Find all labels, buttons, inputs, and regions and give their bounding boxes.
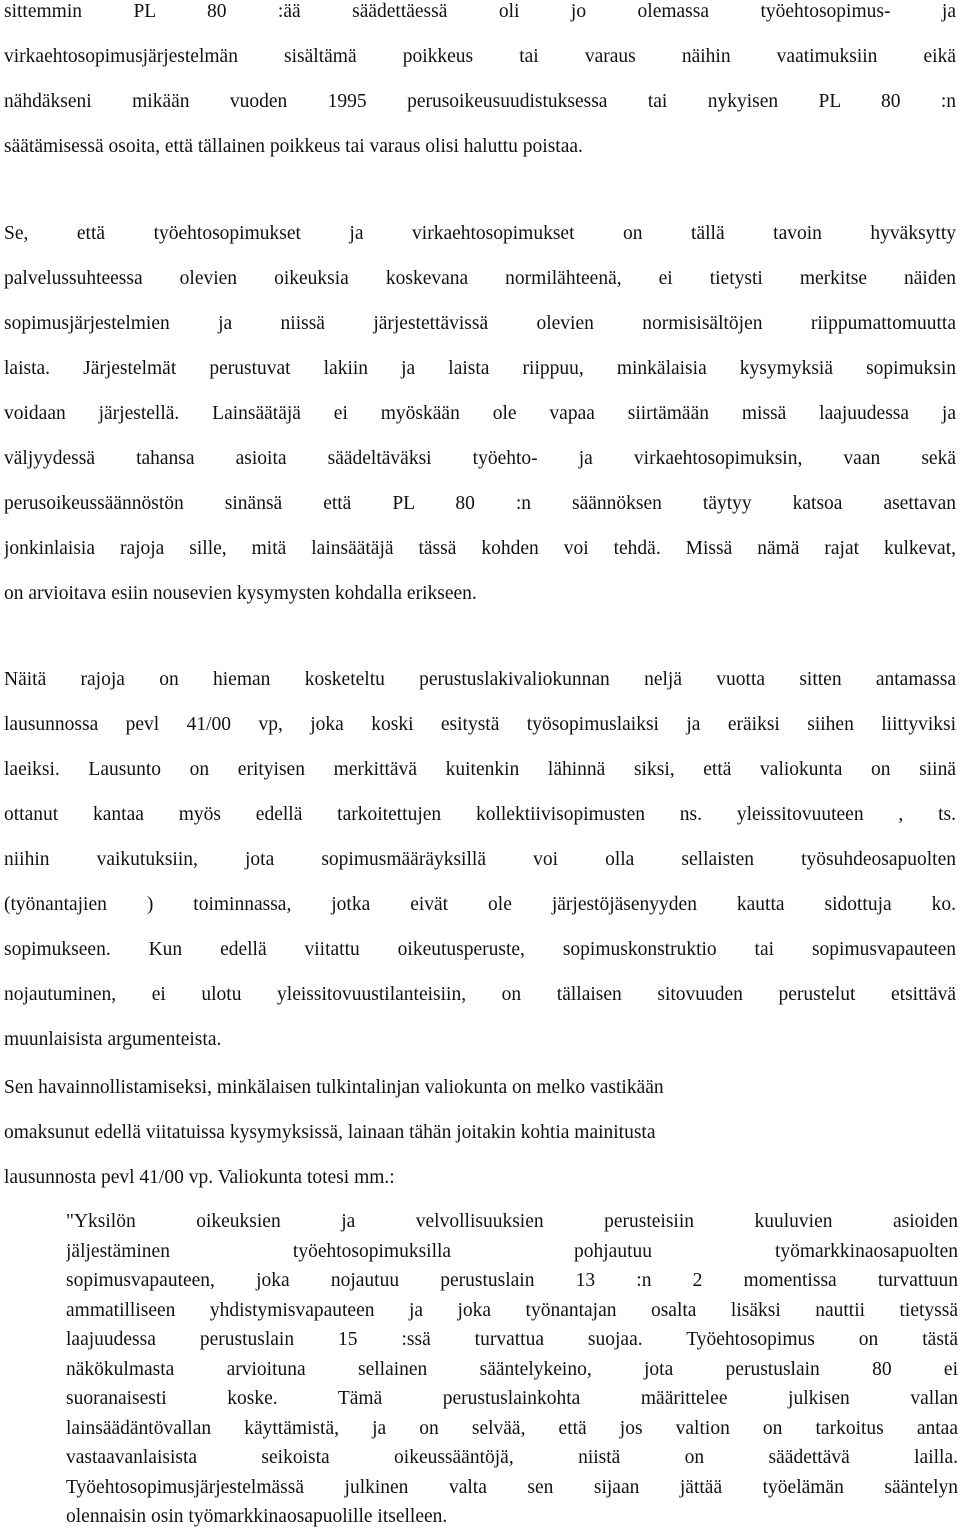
paragraph-1 — [4, 0, 956, 169]
text-line: ottanut kantaa myös edellä tarkoitettujen kollektiivisopimusten ns. yleissitovuuteen , ts. — [4, 804, 956, 825]
text-line: väljyydessä tahansa asioita säädeltäväksi työehto- ja virkaehtosopimuksin, vaan sekä — [4, 448, 956, 469]
quote-line: näkökulmasta arvioituna sellainen sääntelykeino, jota perustuslain 80 ei — [66, 1358, 958, 1380]
text-line: omaksunut edellä viitatuissa kysymyksissä, lainaan tähän joitakin kohtia mainitusta — [4, 1122, 656, 1143]
quote-line: Työehtosopimusjärjestelmässä julkinen valta sen sijaan jättää työelämän sääntelyn — [66, 1476, 958, 1498]
text-line: (työnantajien ) toiminnassa, jotka eivät ole järjestöjäsenyyden kautta sidottuja ko. — [4, 894, 956, 915]
quote-line: suoranaisesti koske. Tämä perustuslainkohta määrittelee julkisen vallan — [66, 1388, 958, 1409]
block-quote — [66, 1207, 958, 1532]
text-line: sittemmin PL 80 :ää säädettäessä oli jo olemassa työehtosopimus- ja — [4, 1, 956, 22]
text-line: palvelussuhteessa olevien oikeuksia koskevana normilähteenä, ei tietysti merkitse näiden — [4, 268, 956, 289]
text-line: säätämisessä osoita, että tällainen poikkeus tai varaus olisi haluttu poistaa. — [4, 136, 583, 157]
quote-line: ammatilliseen yhdistymisvapauteen ja joka työnantajan osalta lisäksi nauttii tietyssä — [66, 1299, 958, 1321]
text-line: jonkinlaisia rajoja sille, mitä lainsäätäjä tässä kohden voi tehdä. Missä nämä rajat kulkevat, — [4, 538, 956, 559]
text-line: lausunnosta pevl 41/00 vp. Valiokunta totesi mm.: — [4, 1167, 395, 1188]
text-line: on arvioitava esiin nousevien kysymysten kohdalla erikseen. — [4, 583, 477, 604]
text-line: virkaehtosopimusjärjestelmän sisältämä poikkeus tai varaus näihin vaatimuksiin eikä — [4, 46, 956, 67]
text-line: voidaan järjestellä. Lainsäätäjä ei myöskään ole vapaa siirtämään missä laajuudessa ja — [4, 403, 956, 424]
text-line: Se, että työehtosopimukset ja virkaehtosopimukset on tällä tavoin hyväksytty — [4, 223, 956, 244]
text-line: nähdäkseni mikään vuoden 1995 perusoikeusuudistuksessa tai nykyisen PL 80 :n — [4, 91, 956, 112]
text-line: muunlaisista argumenteista. — [4, 1029, 222, 1050]
text-line: laeiksi. Lausunto on erityisen merkittävä kuitenkin lähinnä siksi, että valiokunta on siinä — [4, 759, 956, 780]
quote-line: laajuudessa perustuslain 15 :ssä turvattua suojaa. Työehtosopimus on tästä — [66, 1329, 958, 1350]
paragraph-3 — [4, 657, 956, 1062]
text-line: sopimukseen. Kun edellä viitattu oikeutusperuste, sopimuskonstruktio tai sopimusvapauteen — [4, 939, 956, 960]
paragraph-4 — [4, 1065, 956, 1200]
text-line: nojautuminen, ei ulotu yleissitovuustilanteisiin, on tällaisen sitovuuden perustelut etsittävä — [4, 984, 956, 1005]
quote-line: sopimusvapauteen, joka nojautuu perustuslain 13 :n 2 momentissa turvattuun — [66, 1270, 958, 1291]
text-line: perusoikeussäännöstön sinänsä että PL 80 :n säännöksen täytyy katsoa asettavan — [4, 493, 956, 514]
quote-line: olennaisin osin työmarkkinaosapuolille itselleen. — [66, 1506, 448, 1527]
text-line: laista. Järjestelmät perustuvat lakiin ja laista riippuu, minkälaisia kysymyksiä sopimuksin — [4, 358, 956, 379]
text-line: niihin vaikutuksiin, jota sopimusmääräyksillä voi olla sellaisten työsuhdeosapuolten — [4, 849, 956, 870]
text-line: Näitä rajoja on hieman kosketeltu perustuslakivaliokunnan neljä vuotta sitten antamassa — [4, 669, 956, 690]
text-line: sopimusjärjestelmien ja niissä järjestettävissä olevien normisisältöjen riippumattomuutta — [4, 313, 956, 334]
quote-line: "Yksilön oikeuksien ja velvollisuuksien perusteisiin kuuluvien asioiden — [66, 1211, 958, 1232]
quote-line: jäljestäminen työehtosopimuksilla pohjautuu työmarkkinaosapuolten — [66, 1240, 958, 1262]
quote-line: vastaavanlaisista seikoista oikeussääntöjä, niistä on säädettävä lailla. — [66, 1447, 958, 1468]
quote-line: lainsäädäntövallan käyttämistä, ja on selvää, että jos valtion on tarkoitus antaa — [66, 1417, 958, 1439]
text-line: lausunnossa pevl 41/00 vp, joka koski esitystä työsopimuslaiksi ja eräiksi siihen liittyviksi — [4, 714, 956, 735]
paragraph-2 — [4, 211, 956, 616]
text-line: Sen havainnollistamiseksi, minkälaisen tulkintalinjan valiokunta on melko vastikään — [4, 1077, 664, 1098]
